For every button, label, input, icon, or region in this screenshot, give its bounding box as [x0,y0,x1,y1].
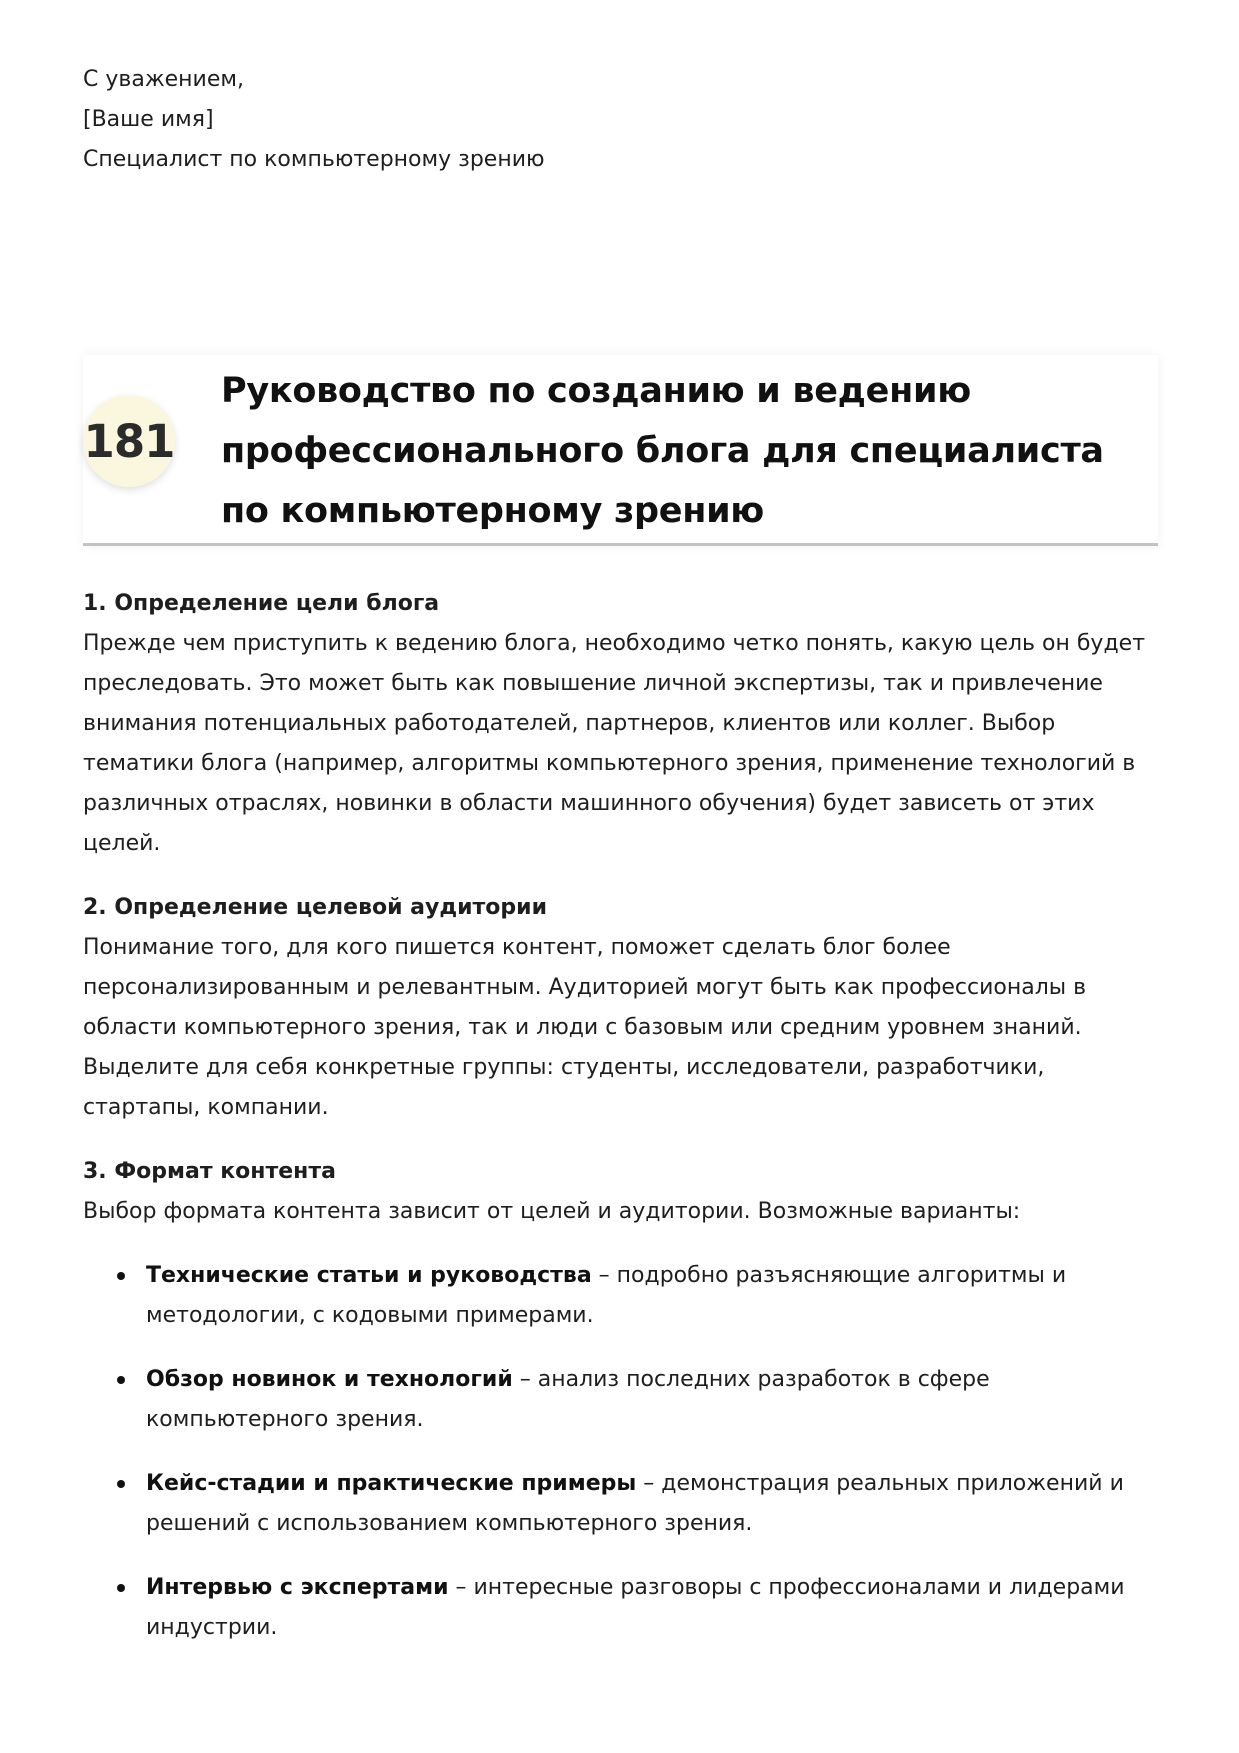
chapter-number-badge: 181 [83,395,175,487]
list-item-term: Обзор новинок и технологий [146,1367,513,1392]
bullet-icon [117,1480,125,1488]
section-goal [83,584,1158,864]
letter-signoff [83,60,545,180]
chapter-title: Руководство по созданию и ведению профессионального блога для специалиста по компьютерному зрению [221,371,1104,531]
list-item-term: Технические статьи и руководства [146,1263,592,1288]
list-item [83,1256,1158,1336]
section-heading: 3. Формат контента [83,1159,336,1184]
section-audience [83,888,1158,1128]
bullet-icon [117,1272,125,1280]
section-paragraph: Выбор формата контента зависит от целей и аудитории. Возможные варианты: [83,1199,1021,1224]
list-item-term: Кейс-стадии и практические примеры [146,1471,637,1496]
list-item [83,1568,1158,1648]
list-item-desc: – подробно разъясняющие алгоритмы и методологии, с кодовыми примерами. [146,1263,1067,1328]
list-item [83,1464,1158,1544]
section-paragraph: Прежде чем приступить к ведению блога, необходимо четко понять, какую цель он будет преследовать. Это может быть как повышение личной экспертизы, так и привлечение внимания потенциальных работодателей, партнеров, клиентов или коллег. Выбор тематики блога (например, алгоритмы компьютерного зрения, применение технологий в различных отраслях, новинки в области машинного обучения) будет зависеть от этих целей. [83,631,1146,856]
list-item-desc: – анализ последних разработок в сфере компьютерного зрения. [146,1367,990,1432]
section-heading: 1. Определение цели блога [83,591,440,616]
list-item-desc: – демонстрация реальных приложений и решений с использованием компьютерного зрения. [146,1471,1124,1536]
content-format-list [83,1256,1158,1648]
list-item [83,1360,1158,1440]
signoff-name: [Ваше имя] [83,107,214,132]
section-heading: 2. Определение целевой аудитории [83,895,547,920]
section-paragraph: Понимание того, для кого пишется контент, поможет сделать блог более персонализированным и релевантным. Аудиторией могут быть как профессионалы в области компьютерного зрения, так и люди с базовым или средним уровнем знаний. Выделите для себя конкретные группы: студенты, исследователи, разработчики, стартапы, компании. [83,935,1087,1120]
list-item-term: Интервью с экспертами [146,1575,449,1600]
section-format [83,1152,1158,1232]
signoff-role: Специалист по компьютерному зрению [83,147,545,172]
signoff-closing: С уважением, [83,67,244,92]
bullet-icon [117,1584,125,1592]
chapter-header [83,355,1158,546]
bullet-icon [117,1376,125,1384]
article-body [83,584,1158,1672]
list-item-desc: – интересные разговоры с профессионалами и лидерами индустрии. [146,1575,1125,1640]
